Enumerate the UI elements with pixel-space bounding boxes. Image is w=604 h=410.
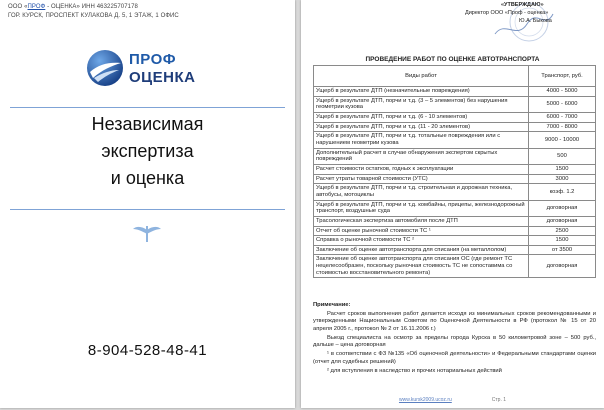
page-footer — [301, 397, 604, 403]
header-work: Виды работ — [314, 66, 529, 87]
note-item: ² для вступления в наследство и прочих нотариальных действий — [327, 367, 502, 374]
approval-label: «УТВЕРЖДАЮ» — [501, 2, 544, 8]
ornament-icon — [131, 222, 163, 244]
table-title: ПРОВЕДЕНИЕ РАБОТ ПО ОЦЕНКЕ АВТОТРАНСПОРТА — [365, 56, 540, 63]
row-price: 500 — [529, 148, 596, 164]
row-price: 4000 - 5000 — [529, 87, 596, 97]
row-work: Ущерб в результате ДТП, порчи и т.д. комбайны, прицепы, железнодорожный транспорт, воздушные суда — [314, 200, 529, 216]
divider-bottom — [10, 209, 285, 210]
row-price: договорная — [529, 216, 596, 226]
phone-number: 8-904-528-48-41 — [87, 342, 208, 359]
note-item: Выезд специалиста на осмотр за пределы города Курска в 50 километровой зоне – 500 руб., дальше – цена договорная — [313, 334, 596, 349]
row-price: от 3500 — [529, 245, 596, 255]
row-work: Ущерб в результате ДТП, порчи и т.д. (3 – 5 элементов) без нарушения геометрии кузова — [314, 96, 529, 112]
table-row — [314, 184, 596, 200]
company-logo — [85, 48, 197, 88]
logo-word-ocenka: ОЦЕНКА — [129, 69, 196, 86]
row-work: Заключение об оценке автотранспорта для списания (на металлолом) — [314, 245, 529, 255]
row-price: 6000 - 7000 — [529, 112, 596, 122]
divider-top — [10, 107, 285, 108]
price-table — [313, 65, 596, 278]
page-number: Стр. 1 — [491, 397, 507, 403]
logo-mark-icon — [85, 48, 125, 88]
table-row — [314, 87, 596, 97]
table-row — [314, 245, 596, 255]
row-work: Ущерб в результате ДТП, порчи и т.д. строительная и дорожная техника, автобусы, мотоциклы — [314, 184, 529, 200]
row-price: 7000 - 8000 — [529, 122, 596, 132]
row-price: 2500 — [529, 226, 596, 236]
table-row — [314, 122, 596, 132]
approval-position: Директор ООО «Проф - оценка» — [465, 10, 549, 16]
table-row — [314, 148, 596, 164]
approval-name: Ю.А. Быкова — [519, 18, 552, 24]
table-row — [314, 216, 596, 226]
logo-word-prof: ПРОФ — [129, 51, 177, 68]
note-item: Расчет сроков выполнения работ делается исходя из минимальных сроков рекомендованными и утвержденными Национальным Советом по Оценочной Деятельности в РФ (протокол № 15 от 20 апреля 2005 г., протокол № 2 от 16.11.2006 г.) — [313, 311, 596, 332]
row-work: Расчет утраты товарной стоимости (УТС) — [314, 174, 529, 184]
table-row — [314, 236, 596, 246]
row-price: 1500 — [529, 164, 596, 174]
row-price: договорная — [529, 255, 596, 278]
row-work: Заключение об оценке автотранспорта для списания ОС (где ремонт ТС нецелесообразен, поскольку рыночная стоимость ТС не сопоставима со стоимостью восстановительного ремонта) — [314, 255, 529, 278]
org-address: ГОР. КУРСК, ПРОСПЕКТ КУЛАКОВА Д. 5, 1 ЭТАЖ, 1 ОФИС — [8, 13, 179, 19]
row-work: Расчет стоимости остатков, годных к эксплуатации — [314, 164, 529, 174]
header-price: Транспорт, руб. — [529, 66, 596, 87]
left-page — [0, 0, 295, 408]
title-line-3: и оценка — [110, 168, 185, 188]
table-header-row — [314, 66, 596, 87]
org-info-line — [8, 4, 138, 10]
org-inn: - ОЦЕНКА» ИНН 463225707178 — [45, 4, 138, 10]
row-work: Ущерб в результате ДТП, порчи и т.д. (6 - 10 элементов) — [314, 112, 529, 122]
row-price: 5000 - 6000 — [529, 96, 596, 112]
row-price: договорная — [529, 200, 596, 216]
row-work: Отчет об оценке рыночной стоимости ТС ¹ — [314, 226, 529, 236]
row-price: 1500 — [529, 236, 596, 246]
row-work: Дополнительный расчет в случае обнаружения экспертом скрытых повреждений — [314, 148, 529, 164]
note-item: ¹ в соответствии с ФЗ №135 «Об оценочной деятельности» и Федеральными стандартами оценки (отчет для судебных решений) — [313, 351, 596, 365]
title-line-1: Независимая — [91, 114, 204, 134]
table-row — [314, 96, 596, 112]
row-price: 9000 - 10000 — [529, 132, 596, 148]
table-row — [314, 174, 596, 184]
row-work: Ущерб в результате ДТП (незначительные повреждения) — [314, 87, 529, 97]
table-row — [314, 164, 596, 174]
row-work: Справка о рыночной стоимости ТС ² — [314, 236, 529, 246]
table-row — [314, 112, 596, 122]
table-row — [314, 200, 596, 216]
org-link[interactable]: ПРОФ — [27, 4, 46, 10]
row-price: 3000 — [529, 174, 596, 184]
right-page — [301, 0, 604, 408]
table-row — [314, 226, 596, 236]
footer-link[interactable]: www.kursk2009.ucoz.ru — [398, 397, 452, 403]
row-work: Ущерб в результате ДТП, порчи и т.д. (11 - 20 элементов) — [314, 122, 529, 132]
row-price: коэф. 1.2 — [529, 184, 596, 200]
title-line-2: экспертиза — [101, 141, 194, 161]
row-work: Ущерб в результате ДТП, порчи и т.д. тотальные повреждения или с нарушением геометрии кузова — [314, 132, 529, 148]
org-prefix: ООО « — [8, 4, 28, 10]
table-row — [314, 132, 596, 148]
notes-heading: Примечание: — [313, 302, 351, 308]
notes-section — [313, 302, 596, 377]
row-work: Трасологическая экспертиза автомобиля после ДТП — [314, 216, 529, 226]
table-row — [314, 255, 596, 278]
